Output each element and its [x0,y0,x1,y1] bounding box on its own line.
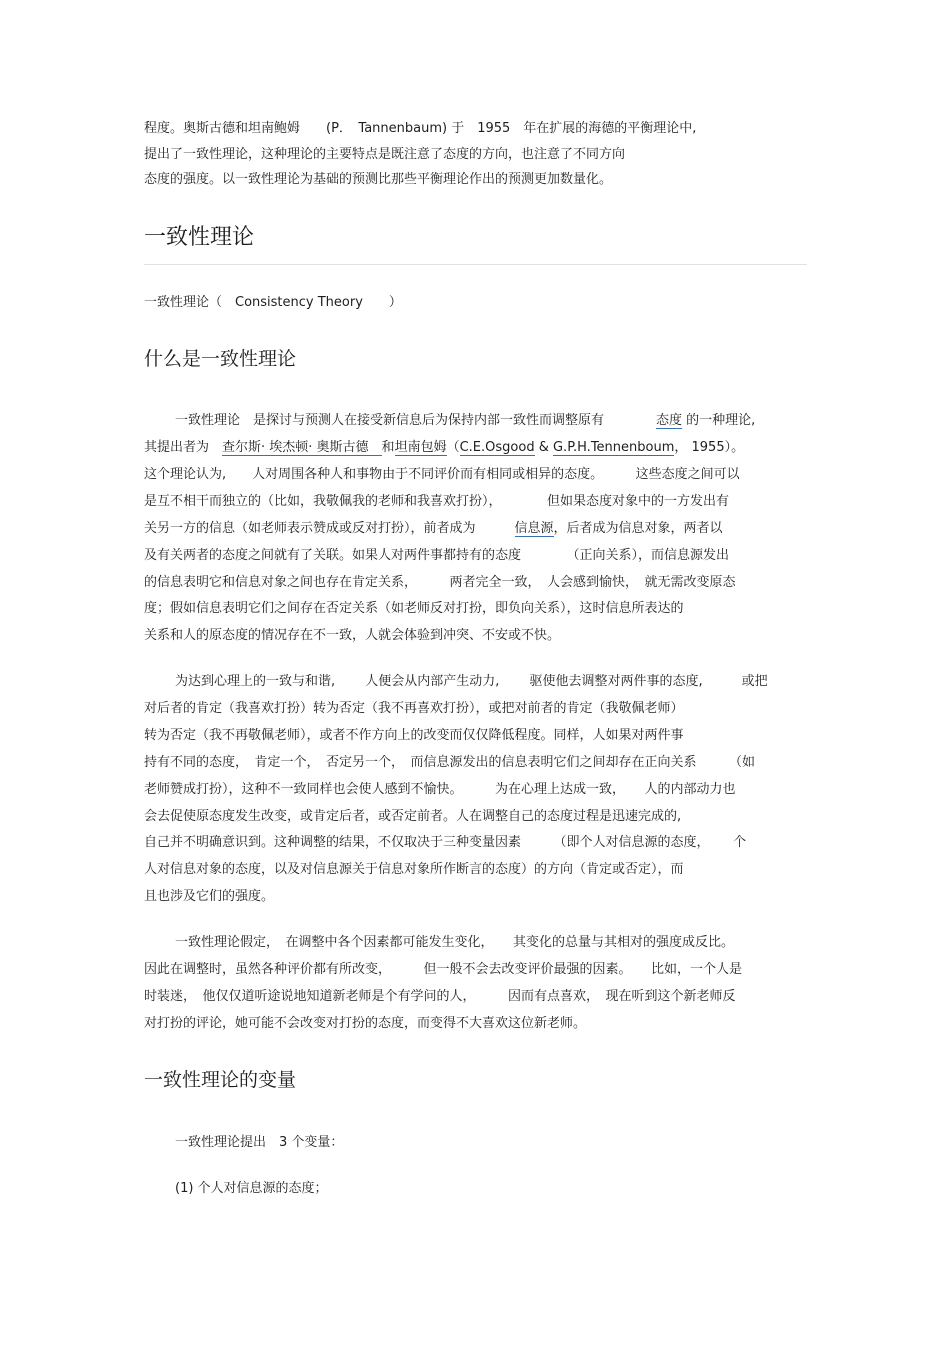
p1-text: & [534,440,553,455]
p2-line-6: 会去促使原态度发生改变，或肯定后者，或否定前者。人在调整自己的态度过程是迅速完成的, [144,809,682,824]
p1-line-4: 是互不相干而独立的（比如，我敬佩我的老师和我喜欢打扮）， 但如果态度对象中的一方发出有 [144,494,730,509]
section-heading-what-is: 什么是一致性理论 [144,348,297,370]
subtitle: 一致性理论（ Consistency Theory ） [144,295,402,310]
tannenbaum-link[interactable]: 坦南包姆 [394,440,447,455]
p1-line-9: 关系和人的原态度的情况存在不一致，人就会体验到冲突、不安或不快。 [144,628,561,643]
p2-line-7: 自己并不明确意识到。这种调整的结果，不仅取决于三种变量因素 （即个人对信息源的态度， 个 [144,835,747,850]
variables-intro: 一致性理论提出 3 个变量： [175,1135,344,1150]
information-source-link[interactable]: 信息源 [514,521,554,536]
p2-line-8: 人对信息对象的态度，以及对信息源关于信息对象所作断言的态度）的方向（肯定或否定），而 [144,862,684,877]
p1-text: 和 [381,440,395,455]
intro-line-2: 提出了一致性理论，这种理论的主要特点是既注意了态度的方向，也注意了不同方向 [144,147,626,162]
intro-line-3: 态度的强度。以一致性理论为基础的预测比那些平衡理论作出的预测更加数量化。 [144,172,613,187]
p3-line-2: 因此在调整时，虽然各种评价都有所改变， 但一般不会去改变评价最强的因素。 比如，一个人是 [144,962,743,977]
p2-line-2: 对后者的肯定（我喜欢打扮）转为否定（我不再喜欢打扮），或把对前者的肯定（我敬佩老师） [144,701,684,716]
p1-line-7: 的信息表明它和信息对象之间也存在肯定关系， 两者完全一致， 人会感到愉快， 就无需改变原态 [144,575,736,590]
ce-osgood-link[interactable]: C.E.Osgood [459,440,535,455]
p1-text: ，后者成为信息对象，两者以 [553,521,723,536]
p1-text: 关另一方的信息（如老师表示赞成或反对打扮），前者成为 [144,521,515,536]
section-heading-variables: 一致性理论的变量 [144,1069,297,1091]
p1-line-6: 及有关两者的态度之间就有了关联。如果人对两件事都持有的态度 （正向关系），而信息源发出 [144,548,730,563]
p1-text: （ [446,440,460,455]
osgood-link[interactable]: 查尔斯· 埃杰顿· 奥斯古德 [222,440,382,455]
p3-line-3: 时装迷， 他仅仅道听途说地知道新老师是个有学问的人， 因而有点喜欢， 现在听到这个新老师反 [144,989,736,1004]
p2-line-1: 为达到心理上的一致与和谐, 人便会从内部产生动力, 驱使他去调整对两件事的态度, 或把 [175,674,768,689]
p2-line-9: 且也涉及它们的强度。 [144,889,275,904]
p1-line-5 [144,521,723,537]
p2-line-4: 持有不同的态度， 肯定一个， 否定另一个， 而信息源发出的信息表明它们之间却存在正向关系 （如 [144,755,756,770]
p1-line-3: 这个理论认为, 人对周围各种人和事物由于不同评价而有相同或相异的态度。 这些态度之间可以 [144,467,740,482]
gph-tennenboum-link[interactable]: G.P.H.Tennenboum [552,440,675,455]
variable-item-1: (1) 个人对信息源的态度； [175,1181,328,1196]
intro-line-1: 程度。奥斯古德和坦南鲍姆 (P． Tannenbaum) 于 1955 年在扩展的海德的平衡理论中, [144,121,697,136]
attitude-link[interactable]: 态度 [656,413,683,428]
p1-text: ， 1955）。 [674,440,745,455]
p2-line-3: 转为否定（我不再敬佩老师），或者不作方向上的改变而仅仅降低程度。同样，人如果对两件事 [144,728,684,743]
p1-line-2 [144,440,744,456]
p1-line-8: 度；假如信息表明它们之间存在否定关系（如老师反对打扮，即负向关系），这时信息所表达的 [144,601,684,616]
p1-text: 一致性理论 是探讨与预测人在接受新信息后为保持内部一致性而调整原有 [175,413,657,428]
p1-line-1 [175,413,755,429]
p2-line-5: 老师赞成打扮），这种不一致同样也会使人感到不愉快。 为在心理上达成一致， 人的内部动力也 [144,782,736,797]
page-title: 一致性理论 [144,225,255,250]
p1-text: 的一种理论, [682,413,756,428]
p1-text: 其提出者为 [144,440,223,455]
p3-line-4: 对打扮的评论，她可能不会改变对打扮的态度，而变得不大喜欢这位新老师。 [144,1016,587,1031]
title-divider [144,264,807,265]
p3-line-1: 一致性理论假定， 在调整中各个因素都可能发生变化， 其变化的总量与其相对的强度成反比。 [175,935,735,950]
